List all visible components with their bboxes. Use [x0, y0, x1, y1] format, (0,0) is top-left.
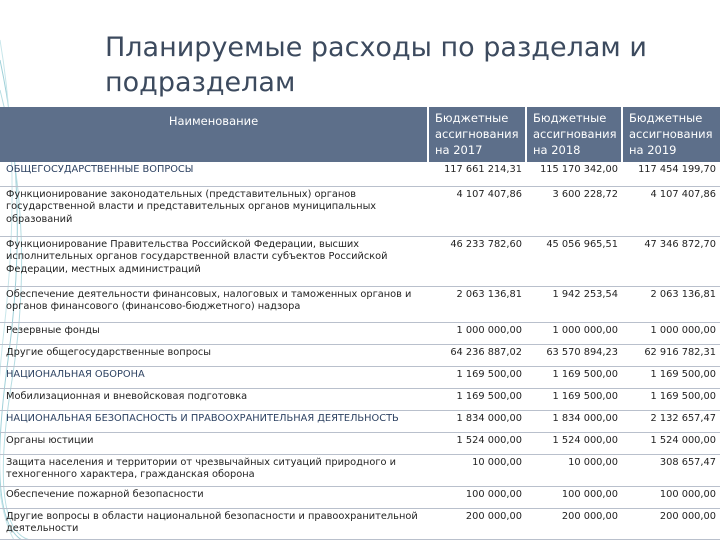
value-2019: 2 063 136,81 — [622, 286, 720, 322]
row-name: Обеспечение пожарной безопасности — [0, 486, 428, 508]
row-name: Функционирование Правительства Российской Федерации, высших исполнительных органов государственной власти субъектов Российской Федерации, местных администраций — [0, 236, 428, 286]
value-2019: 100 000,00 — [622, 486, 720, 508]
header-name: Наименование — [0, 107, 428, 162]
value-2019: 1 169 500,00 — [622, 388, 720, 410]
row-name: Обеспечение деятельности финансовых, налоговых и таможенных органов и органов финансового (финансово-бюджетного) надзора — [0, 286, 428, 322]
row-name: Другие вопросы в области национальной безопасности и правоохранительной деятельности — [0, 508, 428, 539]
value-2017: 1 000 000,00 — [428, 322, 526, 344]
table-header-row — [0, 107, 720, 162]
table-row — [0, 286, 720, 322]
value-2018: 100 000,00 — [526, 486, 622, 508]
value-2017: 46 233 782,60 — [428, 236, 526, 286]
value-2017: 117 661 214,31 — [428, 162, 526, 186]
value-2017: 100 000,00 — [428, 486, 526, 508]
row-name: Другие общегосударственные вопросы — [0, 344, 428, 366]
table-row — [0, 454, 720, 486]
row-name: Органы юстиции — [0, 432, 428, 454]
value-2018: 200 000,00 — [526, 508, 622, 539]
value-2019: 117 454 199,70 — [622, 162, 720, 186]
value-2018: 63 570 894,23 — [526, 344, 622, 366]
row-name: НАЦИОНАЛЬНАЯ БЕЗОПАСНОСТЬ И ПРАВООХРАНИТЕЛЬНАЯ ДЕЯТЕЛЬНОСТЬ — [0, 410, 428, 432]
table-row — [0, 486, 720, 508]
row-name: Защита населения и территории от чрезвычайных ситуаций природного и техногенного характера, гражданская оборона — [0, 454, 428, 486]
value-2019: 1 169 500,00 — [622, 366, 720, 388]
value-2017: 10 000,00 — [428, 454, 526, 486]
header-2018: Бюджетные ассигнования на 2018 — [526, 107, 622, 162]
value-2019: 2 132 657,47 — [622, 410, 720, 432]
row-name: НАЦИОНАЛЬНАЯ ОБОРОНА — [0, 366, 428, 388]
table-row — [0, 162, 720, 186]
table-row — [0, 508, 720, 539]
budget-table — [0, 107, 720, 540]
value-2019: 308 657,47 — [622, 454, 720, 486]
value-2019: 4 107 407,86 — [622, 186, 720, 236]
value-2018: 1 942 253,54 — [526, 286, 622, 322]
value-2018: 1 169 500,00 — [526, 366, 622, 388]
row-name: ОБЩЕГОСУДАРСТВЕННЫЕ ВОПРОСЫ — [0, 162, 428, 186]
value-2019: 200 000,00 — [622, 508, 720, 539]
value-2018: 10 000,00 — [526, 454, 622, 486]
value-2017: 64 236 887,02 — [428, 344, 526, 366]
value-2019: 1 524 000,00 — [622, 432, 720, 454]
value-2017: 1 169 500,00 — [428, 366, 526, 388]
table-row — [0, 366, 720, 388]
value-2018: 3 600 228,72 — [526, 186, 622, 236]
table-row — [0, 322, 720, 344]
value-2018: 45 056 965,51 — [526, 236, 622, 286]
table-row — [0, 236, 720, 286]
table-row — [0, 186, 720, 236]
value-2017: 1 169 500,00 — [428, 388, 526, 410]
value-2017: 2 063 136,81 — [428, 286, 526, 322]
slide-title: Планируемые расходы по разделам и подразделам — [105, 32, 647, 98]
table-row — [0, 388, 720, 410]
value-2018: 1 524 000,00 — [526, 432, 622, 454]
value-2019: 1 000 000,00 — [622, 322, 720, 344]
value-2017: 1 834 000,00 — [428, 410, 526, 432]
value-2017: 1 524 000,00 — [428, 432, 526, 454]
row-name: Функционирование законодательных (представительных) органов государственной власти и представительных органов муниципальных образований — [0, 186, 428, 236]
value-2019: 47 346 872,70 — [622, 236, 720, 286]
value-2018: 1 834 000,00 — [526, 410, 622, 432]
value-2018: 115 170 342,00 — [526, 162, 622, 186]
table-row — [0, 410, 720, 432]
row-name: Мобилизационная и вневойсковая подготовка — [0, 388, 428, 410]
value-2018: 1 169 500,00 — [526, 388, 622, 410]
header-2019: Бюджетные ассигнования на 2019 — [622, 107, 720, 162]
value-2017: 200 000,00 — [428, 508, 526, 539]
table-row — [0, 344, 720, 366]
row-name: Резервные фонды — [0, 322, 428, 344]
value-2019: 62 916 782,31 — [622, 344, 720, 366]
table-row — [0, 432, 720, 454]
header-2017: Бюджетные ассигнования на 2017 — [428, 107, 526, 162]
value-2017: 4 107 407,86 — [428, 186, 526, 236]
value-2018: 1 000 000,00 — [526, 322, 622, 344]
